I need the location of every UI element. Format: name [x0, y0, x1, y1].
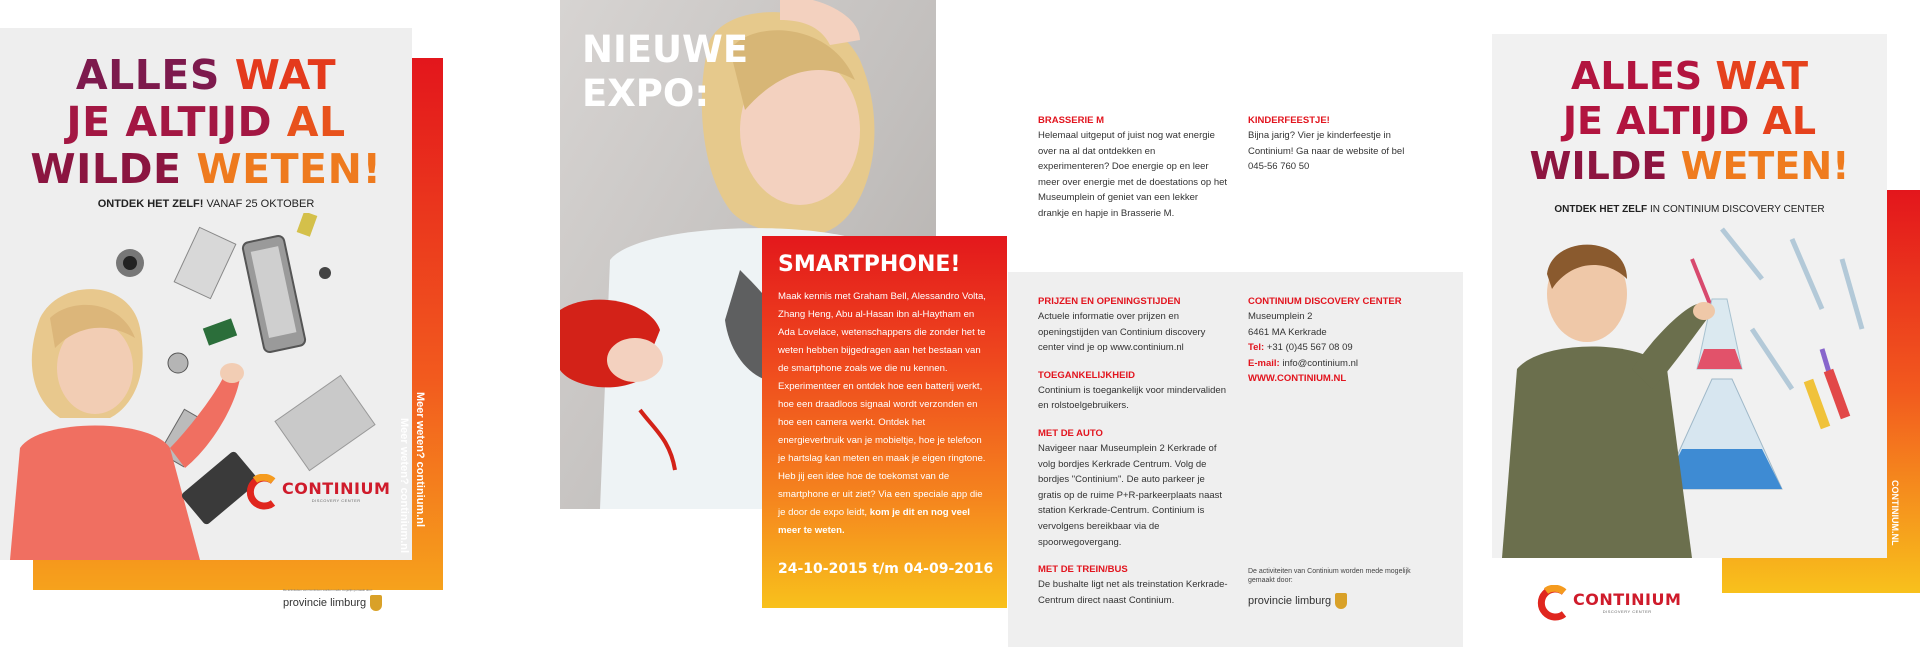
headline-word: WAT	[234, 51, 337, 99]
contact-heading: CONTINIUM DISCOVERY CENTER	[1248, 296, 1402, 307]
prijzen-heading: PRIJZEN EN OPENINGSTIJDEN	[1038, 296, 1181, 307]
poster1-footer	[283, 588, 393, 611]
headline-word: WETEN!	[196, 145, 382, 193]
auto-heading: MET DE AUTO	[1038, 427, 1103, 439]
headline-word: WETEN!	[1680, 144, 1850, 188]
logo-tagline: DISCOVERY CENTER	[1602, 609, 1652, 614]
logo-tagline: DISCOVERY CENTER	[311, 498, 361, 503]
sponsor-note: De activiteiten van Continium worden mede mogelijk gemaakt door:	[283, 588, 373, 592]
headline-word: WILDE	[1529, 144, 1668, 188]
headline-word: AL	[286, 98, 346, 146]
kinderfeestje-section	[1248, 113, 1408, 175]
headline-word: ALLES	[75, 51, 220, 99]
poster1-vertical-url: Meer weten? continium.nl	[398, 418, 410, 554]
toegankelijkheid-heading: TOEGANKELIJKHEID	[1038, 369, 1135, 381]
trein-body: De bushalte ligt net als treinstation Kerkrade-Centrum direct naast Continium.	[1038, 579, 1228, 606]
poster2-subtitle	[1492, 204, 1887, 215]
boy-with-lab-glassware-photo	[1492, 219, 1887, 558]
spread-footer	[1248, 567, 1438, 609]
logo-name: CONTINIUM	[1573, 590, 1682, 609]
expo-headline-line: EXPO:	[582, 72, 710, 115]
brasserie-body: Helemaal uitgeput of juist nog wat energie over na al dat ontdekken en experimenteren? Doe energie op en leer meer over energie met de doestations op het Museumplein of geniet van een lekker drankje en hapje in Brasserie M.	[1038, 130, 1228, 219]
headline-word: WILDE	[30, 145, 182, 193]
smartphone-panel	[762, 236, 1007, 608]
prijzen-body: Actuele informatie over prijzen en openingstijden van Continium discovery center vind je op www.continium.nl	[1038, 311, 1206, 354]
continium-c-icon	[1536, 585, 1570, 621]
limburg-crest-icon	[370, 595, 382, 611]
email-label: E-mail:	[1248, 357, 1280, 369]
contact-column	[1248, 294, 1448, 387]
contact-address-2: 6461 MA Kerkrade	[1248, 326, 1327, 338]
kinderfeestje-body: Bijna jarig? Vier je kinderfeestje in Continium! Ga naar de website of bel 045-56 760 50	[1248, 130, 1405, 173]
tel-value: +31 (0)45 567 08 09	[1264, 342, 1353, 354]
limburg-crest-icon	[1335, 593, 1347, 609]
smartphone-body-text: Maak kennis met Graham Bell, Alessandro Volta, Zhang Heng, Abu al-Hasan ibn al-Haytham en Ada Lovelace, wetenschappers die zonder het te weten hebben bijgedragen aan het bestaan van de smartphone zoals we die nu kennen. Experimenteer en ontdek hoe een batterij werkt, hoe een draadloos signaal wordt verzonden en hoe een camera werkt. Ontdek het energieverbruik van je mobieltje, hoe je telefoon je hartslag kan meten en maak je eigen ringtone. Heb jij een idee hoe de toekomst van de smartphone er uit ziet? Via een speciale app die je door de expo leidt,	[778, 291, 986, 518]
headline-word: WAT	[1715, 54, 1808, 98]
poster1-vertical-url: Meer weten? continium.nl	[414, 392, 426, 528]
girl-photo	[0, 278, 280, 560]
headline-word: AL	[1762, 99, 1817, 143]
provincie-limburg-label: provincie limburg	[1248, 595, 1332, 607]
subtitle-rest: VANAF 25 OKTOBER	[203, 198, 315, 210]
poster2-headline	[1492, 54, 1887, 189]
subtitle-bold: ONTDEK HET ZELF	[1554, 204, 1648, 215]
poster1-subtitle	[0, 198, 412, 210]
sponsor-note: De activiteiten van Continium worden mede mogelijk gemaakt door:	[1248, 568, 1411, 584]
headline-word: JE ALTIJD	[1562, 99, 1750, 143]
smartphone-body	[778, 288, 991, 540]
poster1-continium-logo	[245, 474, 390, 510]
subtitle-bold: ONTDEK HET ZELF!	[97, 198, 204, 210]
smartphone-title: SMARTPHONE!	[778, 252, 961, 277]
logo-name: CONTINIUM	[282, 479, 391, 498]
poster1-headline	[20, 52, 392, 193]
subtitle-rest: IN CONTINIUM DISCOVERY CENTER	[1647, 204, 1825, 215]
auto-body: Navigeer naar Museumplein 2 Kerkrade of volg bordjes Kerkrade Centrum. Volg de bordjes "Continium". De auto parkeer je gratis op de ruime P+R-parkeerplaats naast station Kerkrade-Centrum. Continium is vervolgens bereikbaar via de spoorwegovergang.	[1038, 442, 1223, 548]
info-left-column	[1038, 294, 1228, 620]
expo-headline-line: NIEUWE	[582, 28, 749, 71]
provincie-limburg-label: provincie limburg	[283, 597, 367, 609]
headline-word: ALLES	[1571, 54, 1703, 98]
continium-c-icon	[245, 474, 279, 510]
expo-dates: 24-10-2015 t/m 04-09-2016	[778, 561, 994, 577]
smartphone-body-bold: kom je dit en nog veel meer te weten.	[778, 507, 970, 536]
toegankelijkheid-body: Continium is toegankelijk voor mindervaliden en rolstoelgebruikers.	[1038, 384, 1226, 412]
expo-headline	[582, 28, 748, 116]
headline-word: JE ALTIJD	[66, 98, 272, 146]
brasserie-section	[1038, 113, 1228, 222]
poster2-continium-logo	[1536, 585, 1681, 621]
contact-address-1: Museumplein 2	[1248, 311, 1313, 322]
kinderfeestje-heading: KINDERFEESTJE!	[1248, 115, 1330, 126]
poster2	[1492, 34, 1887, 558]
website-link[interactable]: WWW.CONTINIUM.NL	[1248, 373, 1347, 385]
poster2-vertical-url: CONTINIUM.NL	[1890, 480, 1900, 546]
email-value[interactable]: info@continium.nl	[1279, 357, 1358, 369]
brasserie-heading: BRASSERIE M	[1038, 115, 1104, 126]
tel-label: Tel:	[1248, 342, 1265, 354]
trein-heading: MET DE TREIN/BUS	[1038, 564, 1128, 576]
